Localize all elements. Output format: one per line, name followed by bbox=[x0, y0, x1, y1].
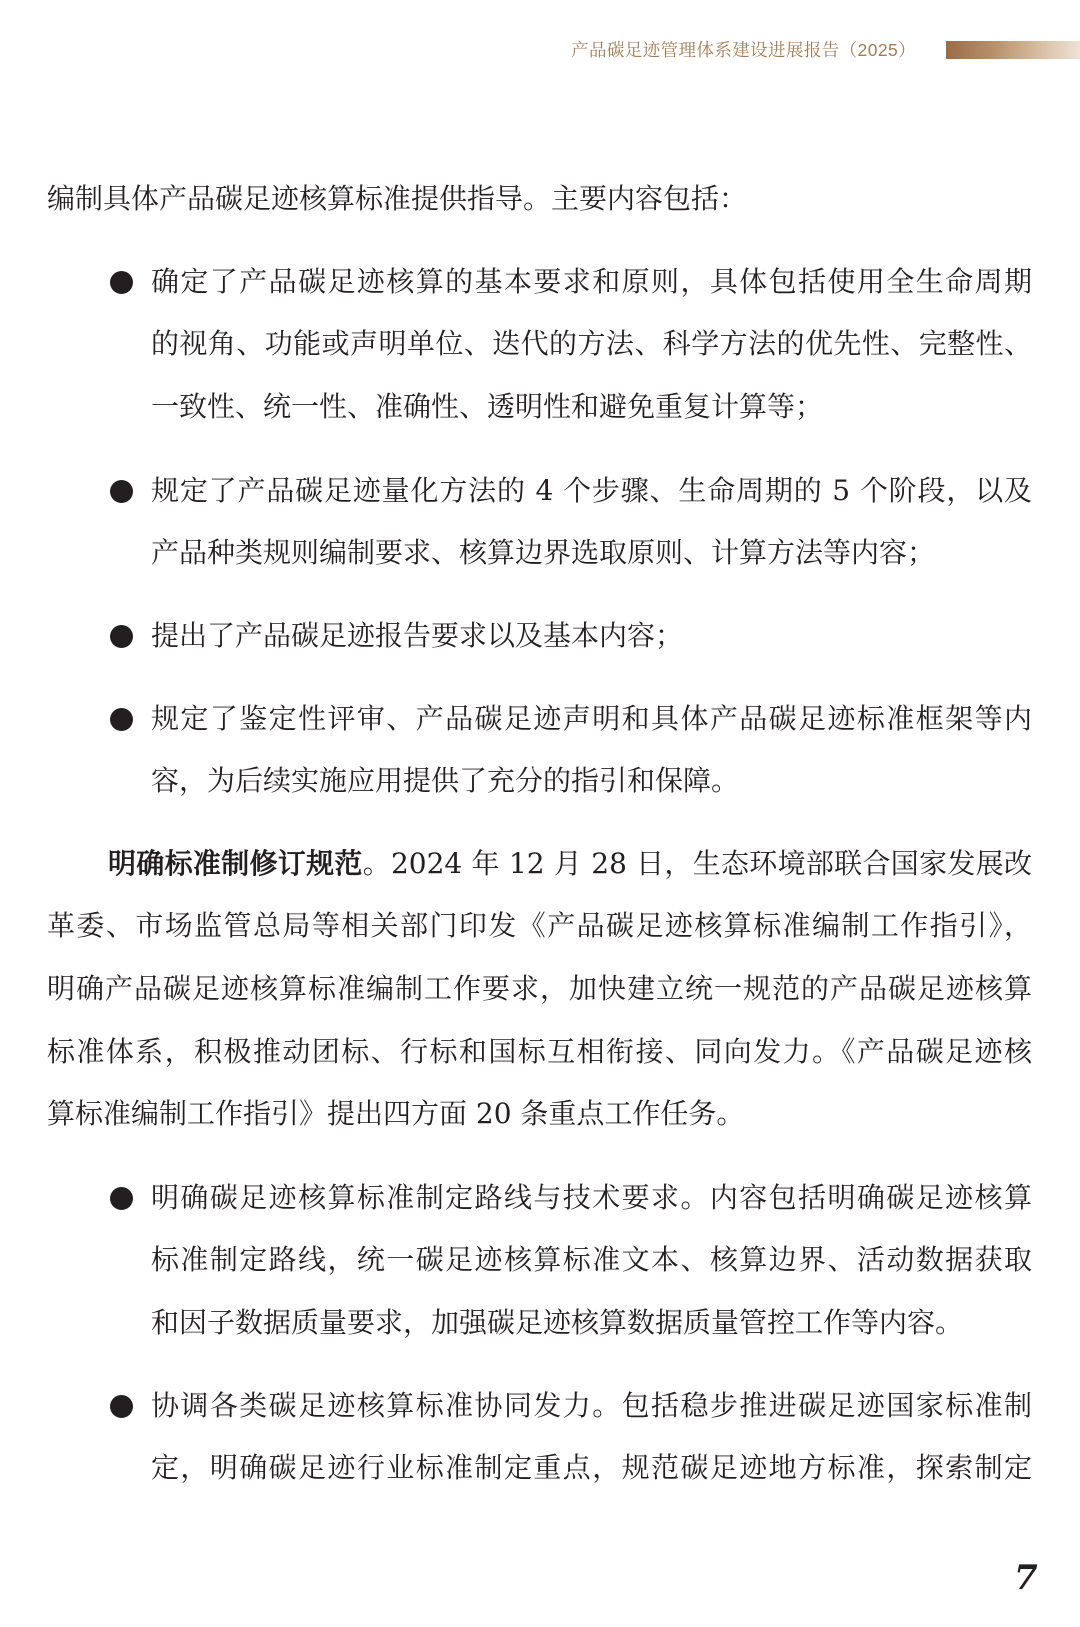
paragraph-line: 编制具体产品碳足迹核算标准提供指导。主要内容包括： bbox=[47, 181, 748, 215]
bullet-dot-icon bbox=[110, 1187, 133, 1210]
section-lead-heading: 明确标准制修订规范 bbox=[108, 846, 363, 880]
bullet-line: 标准制定路线，统一碳足迹核算标准文本、核算边界、活动数据获取 bbox=[151, 1243, 1032, 1277]
intro-paragraph bbox=[47, 168, 1032, 231]
paragraph-line: 标准体系，积极推动团标、行标和国标互相衔接、同向发力。《产品碳足迹核 bbox=[47, 1034, 1032, 1068]
bullet-item bbox=[151, 1375, 1032, 1500]
bullet-item bbox=[151, 1167, 1032, 1355]
bullet-line: 和因子数据质量要求，加强碳足迹核算数据质量管控工作等内容。 bbox=[151, 1306, 964, 1340]
bullet-dot-icon bbox=[110, 1395, 133, 1418]
paragraph-first-line bbox=[108, 833, 1032, 896]
bullet-dot-icon bbox=[110, 625, 133, 648]
bullet-line: 规定了鉴定性评审、产品碳足迹声明和具体产品碳足迹标准框架等内 bbox=[151, 701, 1032, 735]
bullet-line: 产品种类规则编制要求、核算边界选取原则、计算方法等内容； bbox=[151, 536, 936, 570]
bullet-line: 确定了产品碳足迹核算的基本要求和原则，具体包括使用全生命周期 bbox=[151, 264, 1032, 298]
bullet-line: 一致性、统一性、准确性、透明性和避免重复计算等； bbox=[151, 390, 824, 424]
bullet-line: 明确碳足迹核算标准制定路线与技术要求。内容包括明确碳足迹核算 bbox=[151, 1180, 1032, 1214]
bullet-line: 规定了产品碳足迹量化方法的 4 个步骤、生命周期的 5 个阶段，以及 bbox=[151, 473, 1032, 507]
bullet-line: 的视角、功能或声明单位、迭代的方法、科学方法的优先性、完整性、 bbox=[151, 327, 1032, 361]
running-header-title: 产品碳足迹管理体系建设进展报告（2025） bbox=[571, 40, 916, 60]
section-paragraph bbox=[47, 833, 1032, 1146]
bullet-line: 容，为后续实施应用提供了充分的指引和保障。 bbox=[151, 764, 740, 798]
bullet-dot-icon bbox=[110, 480, 133, 503]
bullet-dot-icon bbox=[110, 708, 133, 731]
paragraph-line: 革委、市场监管总局等相关部门印发《产品碳足迹核算标准编制工作指引》， bbox=[47, 909, 1032, 943]
page-number: 7 bbox=[1014, 1558, 1038, 1598]
paragraph-line-text: 。2024 年 12 月 28 日，生态环境部联合国家发展改 bbox=[362, 846, 1032, 880]
bullet-line: 协调各类碳足迹核算标准协同发力。包括稳步推进碳足迹国家标准制 bbox=[151, 1388, 1032, 1422]
bullet-item bbox=[151, 460, 1032, 585]
bullet-item bbox=[151, 605, 1032, 668]
bullet-dot-icon bbox=[110, 271, 133, 294]
header-accent-bar bbox=[946, 41, 1080, 59]
bullet-line: 提出了产品碳足迹报告要求以及基本内容； bbox=[151, 618, 684, 652]
bullet-item bbox=[151, 251, 1032, 439]
paragraph-line: 算标准编制工作指引》提出四方面 20 条重点工作任务。 bbox=[47, 1097, 745, 1131]
paragraph-line: 明确产品碳足迹核算标准编制工作要求，加快建立统一规范的产品碳足迹核算 bbox=[47, 972, 1032, 1006]
bullet-item bbox=[151, 688, 1032, 813]
bullet-line: 定，明确碳足迹行业标准制定重点，规范碳足迹地方标准，探索制定 bbox=[151, 1451, 1032, 1485]
